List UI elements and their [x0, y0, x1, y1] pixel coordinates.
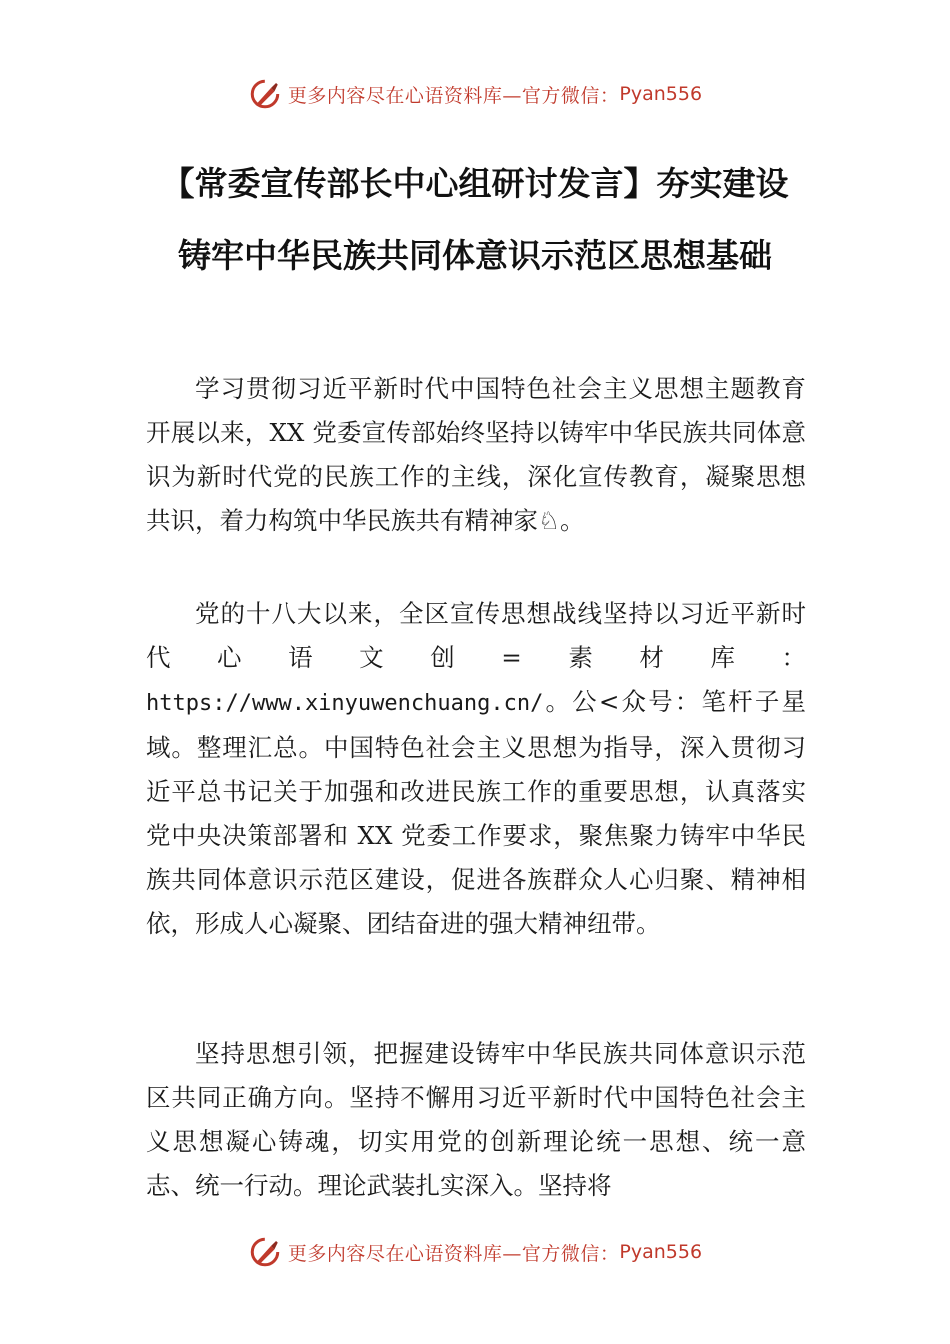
pen-logo-icon: [248, 77, 282, 111]
pen-logo-icon: [248, 1235, 282, 1269]
paragraph-2-part-b: 。公<众号：笔杆子星域。整理汇总。中国特色社会主义思想为指导，深入贯彻习近平总书记关于加强和改进民族工作的重要思想，认真落实党中央决策部署和 XX 党委工作要求，聚焦聚力铸牢中华民族共同体意识示范区建设，促进各族群众人心归聚、精神相依，形成人心凝聚、团结奋进的强大精神纽带。: [146, 687, 806, 938]
document-title-line-1: 【常委宣传部长中心组研讨发言】夯实建设: [161, 164, 789, 203]
footer-watermark-banner: [0, 1230, 950, 1274]
document-title-line-2: 铸牢中华民族共同体意识示范区思想基础: [178, 236, 772, 275]
banner-wechat-id: Pyan556: [619, 1241, 703, 1263]
banner-wechat-id: Pyan556: [619, 83, 703, 105]
banner-text: 更多内容尽在心语资料库—官方微信：: [287, 84, 620, 107]
paragraph-1: 学习贯彻习近平新时代中国特色社会主义思想主题教育开展以来，XX 党委宣传部始终坚持以铸牢中华民族共同体意识为新时代党的民族工作的主线，深化宣传教育，凝聚思想共识，着力构筑中华民族共有精神家♘。: [146, 374, 806, 535]
header-watermark-banner: [0, 72, 950, 116]
paragraph-2: [146, 592, 806, 946]
banner-text: 更多内容尽在心语资料库—官方微信：: [287, 1242, 620, 1265]
paragraph-2-part-a: 党的十八大以来，全区宣传思想战线坚持以习近平新时代心语文创=素材库：: [146, 599, 806, 672]
paragraph-2-url: https://www.xinyuwenchuang.cn/: [146, 691, 544, 716]
paragraph-3: 坚持思想引领，把握建设铸牢中华民族共同体意识示范区共同正确方向。坚持不懈用习近平新时代中国特色社会主义思想凝心铸魂，切实用党的创新理论统一思想、统一意志、统一行动。理论武装扎实深入。坚持将: [146, 1039, 806, 1200]
